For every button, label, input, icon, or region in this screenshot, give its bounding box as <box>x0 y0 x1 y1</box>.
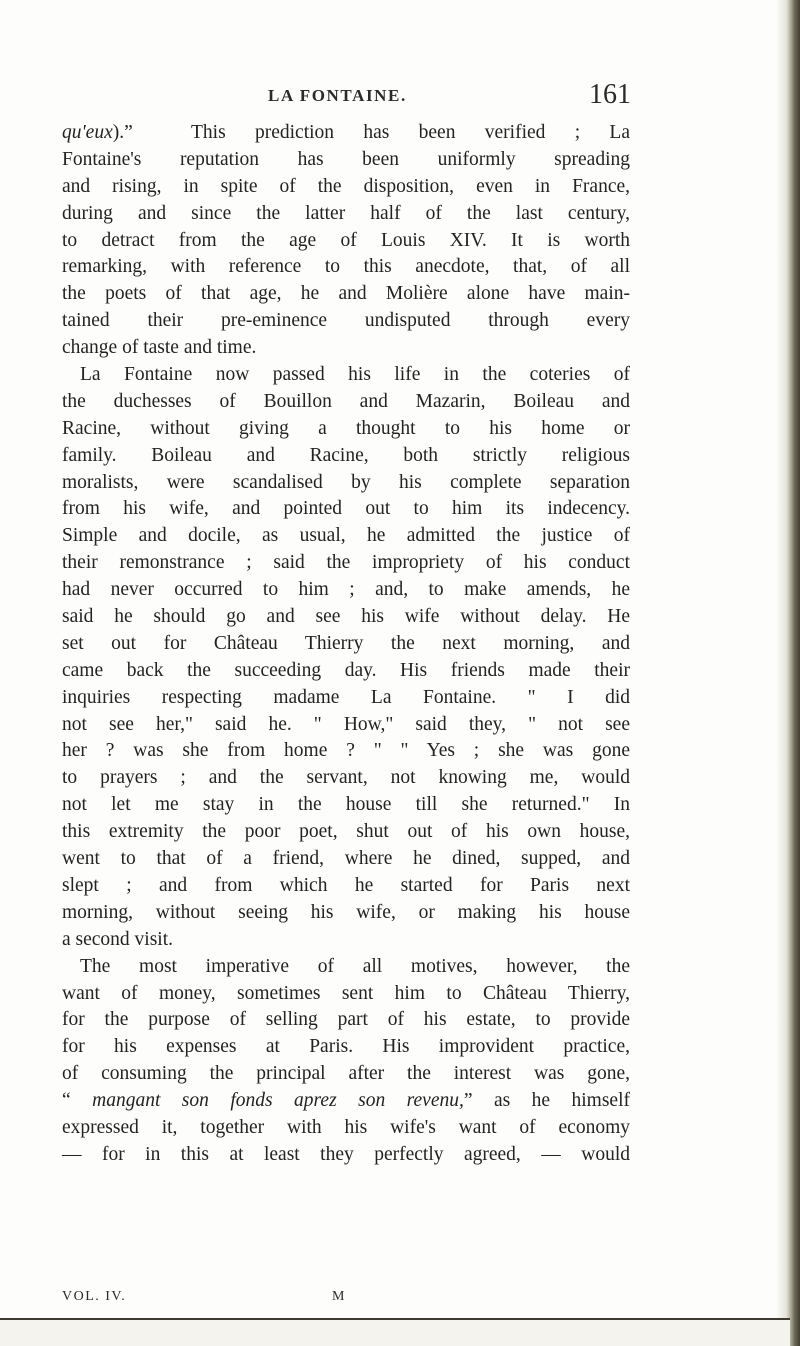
text-line-2: Fontaine's reputation has been uniformly spreading <box>62 148 630 170</box>
text-line-10: La Fontaine now passed his life in the coteries of <box>80 364 630 386</box>
text-line-26: not let me stay in the house till she returned." In <box>62 794 630 816</box>
text-line-35: for his expenses at Paris. His improvident practice, <box>62 1036 630 1058</box>
text-line-22: inquiries respecting madame La Fontaine. " I did <box>62 686 630 708</box>
text-line-7: the poets of that age, he and Molière alone have main- <box>62 283 630 305</box>
signature-line <box>62 1289 630 1311</box>
italic-phrase: qu'eux <box>62 122 113 143</box>
text-line-31: a second visit. <box>62 928 174 950</box>
text-line-23: not see her," said he. " How," said they, " not see <box>62 713 630 735</box>
text-line-36: of consuming the principal after the interest was gone, <box>62 1063 630 1085</box>
text-line-14: moralists, were scandalised by his complete separation <box>62 471 630 493</box>
body-text <box>62 120 630 1169</box>
page-bottom-margin <box>0 1320 790 1346</box>
text-line-37: “ mangant son fonds aprez son revenu,” as he himself <box>62 1090 631 1112</box>
text-line-34: for the purpose of selling part of his estate, to provide <box>62 1009 630 1031</box>
text-line-8: tained their pre-eminence undisputed through every <box>62 310 630 332</box>
volume-label: VOL. IV. <box>62 1289 127 1304</box>
text-line-38: expressed it, together with his wife's want of economy <box>62 1116 630 1138</box>
text-line-29: slept ; and from which he started for Paris next <box>62 874 630 896</box>
text-line-11: the duchesses of Bouillon and Mazarin, Boileau and <box>62 390 630 412</box>
text-line-13: family. Boileau and Racine, both strictly religious <box>62 444 630 466</box>
page-number: 161 <box>589 79 631 110</box>
italic-quote: mangant son fonds aprez son revenu, <box>92 1090 464 1112</box>
text-line-17: their remonstrance ; said the impropriety of his conduct <box>62 552 630 574</box>
text-line-24: her ? was she from home ? " " Yes ; she was gone <box>62 740 630 762</box>
text-line-27: this extremity the poor poet, shut out of his own house, <box>62 821 630 843</box>
page-edge <box>786 0 800 1346</box>
signature-mark: M <box>332 1289 345 1304</box>
text-line-9: change of taste and time. <box>62 337 257 359</box>
text-line-21: came back the succeeding day. His friends made their <box>62 659 630 681</box>
text-line-30: morning, without seeing his wife, or making his house <box>62 901 630 923</box>
text-line-1: qu'eux).” This prediction has been verified ; La <box>62 122 630 143</box>
text-line-18: had never occurred to him ; and, to make amends, he <box>62 579 630 601</box>
text-line-28: went to that of a friend, where he dined, supped, and <box>62 848 630 870</box>
running-title: LA FONTAINE. <box>268 86 407 105</box>
text-line-25: to prayers ; and the servant, not knowing me, would <box>62 767 630 789</box>
text-line-16: Simple and docile, as usual, he admitted the justice of <box>62 525 630 547</box>
text-line-12: Racine, without giving a thought to his home or <box>62 417 630 439</box>
text-line-15: from his wife, and pointed out to him its indecency. <box>62 498 630 520</box>
text-line-32: The most imperative of all motives, however, the <box>80 955 630 977</box>
text-line-19: said he should go and see his wife without delay. He <box>62 606 630 628</box>
text-line-39: — for in this at least they perfectly agreed, — would <box>62 1143 630 1165</box>
text-line-6: remarking, with reference to this anecdote, that, of all <box>62 256 630 278</box>
text-line-3: and rising, in spite of the disposition, even in France, <box>62 175 630 197</box>
running-head <box>0 79 800 113</box>
text-line-5: to detract from the age of Louis XIV. It is worth <box>62 229 630 251</box>
text-line-4: during and since the latter half of the last century, <box>62 202 630 224</box>
text-line-20: set out for Château Thierry the next morning, and <box>62 632 630 654</box>
text-line-33: want of money, sometimes sent him to Château Thierry, <box>62 982 630 1004</box>
